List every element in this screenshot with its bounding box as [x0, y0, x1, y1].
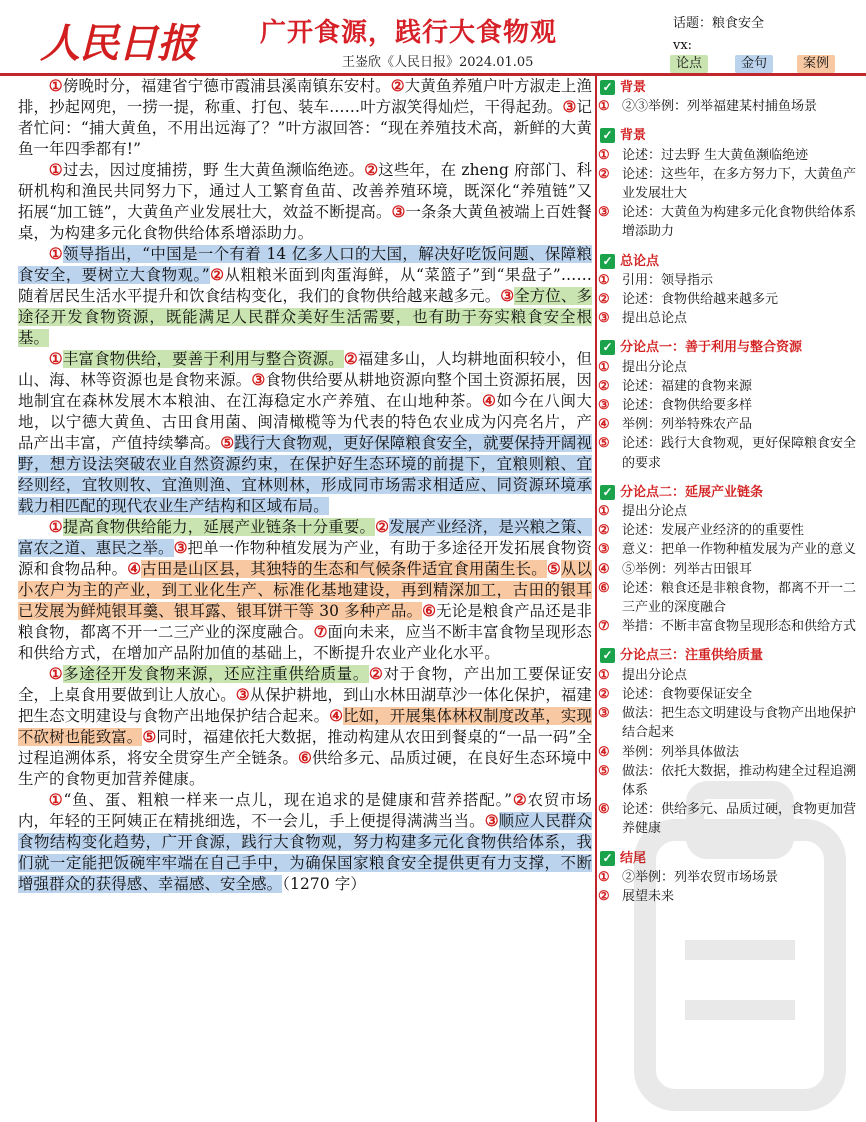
note-item — [598, 685, 860, 704]
note-number: ① — [598, 147, 610, 163]
column-divider — [595, 76, 597, 1122]
note-text: 引用：领导指示 — [622, 272, 714, 288]
page-header — [0, 0, 866, 78]
note-item — [598, 666, 860, 685]
sentence-number: ② — [209, 266, 225, 284]
sentence-number: ② — [390, 77, 405, 95]
note-item — [598, 271, 860, 290]
note-item — [598, 434, 860, 472]
article-paragraph — [18, 664, 592, 790]
sentence: “鱼、蛋、粗粮一样来一点儿，现在追求的是健康和营养搭配。” — [63, 791, 513, 809]
note-number: ⑤ — [598, 763, 610, 779]
checkmark-icon: ✓ — [600, 485, 615, 500]
note-number: ③ — [598, 706, 610, 722]
note-number: ① — [598, 359, 610, 375]
checkmark-icon: ✓ — [600, 254, 615, 269]
article-paragraph — [18, 76, 592, 160]
note-number: ① — [598, 869, 610, 885]
sentence-number: ① — [48, 245, 64, 263]
note-text: 论述：供给多元、品质过硬，食物更加营养健康 — [622, 802, 857, 837]
golden-quote-sentence: 发展产业经济，是兴粮之策、富农之道、惠民之举。 — [18, 518, 592, 557]
case-sentence: 从以小农户为主的产业，到工业化生产、标准化基地建设，再到精深加工，古田的银耳已发展为鲜炖银耳羹、银耳露、银耳饼干等 30 多种产品。 — [18, 560, 592, 620]
note-text: 提出分论点 — [622, 504, 688, 520]
sentence: 福建多山，人均耕地面积较小，但山、海、林等资源也是食物来源。 — [18, 350, 593, 389]
note-item — [598, 415, 860, 434]
sentence-number: ① — [48, 77, 63, 95]
note-text: 做法：依托大数据，推动构建全过程追溯体系 — [622, 763, 857, 798]
checkmark-icon: ✓ — [600, 80, 615, 95]
note-section — [598, 483, 860, 637]
sentence-number: ⑤ — [546, 560, 561, 578]
sentence-number: ② — [364, 161, 379, 179]
sentence-number: ② — [343, 350, 358, 368]
note-item — [598, 704, 860, 742]
sentence-number: ② — [375, 518, 390, 536]
note-text: 举例：列举具体做法 — [622, 744, 740, 760]
page-title: 广开食源，践行大食物观 — [260, 18, 558, 48]
note-section-header — [598, 252, 860, 271]
sentence: 记者忙问：“捕大黄鱼，不用出远海了？”叶方淑回答：“现在养殖技术高，新鲜的大黄鱼一年四季都有!” — [18, 98, 592, 158]
note-section-title: 结尾 — [620, 850, 647, 866]
sentence-number: ① — [48, 791, 64, 809]
note-text: 论述：食物要保证安全 — [622, 686, 753, 702]
note-number: ③ — [598, 542, 610, 558]
note-number: ① — [598, 667, 610, 683]
note-item — [598, 290, 860, 309]
newspaper-logo: 人民日报 — [40, 20, 196, 67]
note-item — [598, 521, 860, 540]
sentence-number: ④ — [127, 560, 142, 578]
note-section-header — [598, 126, 860, 145]
note-text: 论述：大黄鱼为构建多元化食物供给体系增添助力 — [622, 205, 857, 240]
note-section-title: 总论点 — [620, 253, 660, 269]
sentence: 傍晚时分，福建省宁德市霞浦县溪南镇东安村。 — [62, 77, 391, 95]
note-section-title: 分论点二：延展产业链条 — [620, 484, 764, 500]
checkmark-icon: ✓ — [600, 128, 615, 143]
note-section — [598, 252, 860, 329]
watermark-graphic — [615, 770, 865, 1122]
note-number: ⑤ — [598, 436, 610, 452]
note-text: 论述：发展产业经济的的重要性 — [622, 523, 805, 539]
golden-quote-sentence: 顺应人民群众食物结构变化趋势，广开食源，践行大食物观，努力构建多元化食物供给体系，我们就一定能把饭碗牢牢端在自己手中，为确保国家粮食安全提供更有力支撑，不断增强群众的获得感、幸福感、安全感。 — [18, 812, 592, 893]
note-item — [598, 146, 860, 165]
note-item — [598, 540, 860, 559]
sentence-number: ③ — [251, 371, 266, 389]
note-text: 论述：福建的食物来源 — [622, 378, 753, 394]
legend-golden-quote: 金句 — [735, 55, 773, 73]
note-number: ④ — [598, 561, 610, 577]
sentence: 过去，因过度捕捞，野 生大黄鱼濒临绝迹。 — [62, 161, 365, 179]
sentence: 对于食物，产出加工要保证安全，上桌食用要做到让人放心。 — [18, 665, 593, 704]
sentence: 同时，福建依托大数据，推动构建从农田到餐桌的“一品一码”全过程追溯体系，将安全贯穿生产全链条。 — [18, 728, 592, 767]
vx-label: vx: — [673, 38, 693, 53]
note-number: ③ — [598, 398, 610, 414]
sentence-number: ① — [48, 350, 63, 368]
sentence: 农贸市场内，年轻的王阿姨正在精挑细选，不一会儿，手上便提得满满当当。 — [18, 791, 593, 830]
note-text: 意义：把单一作物种植发展为产业的意义 — [622, 542, 857, 558]
sentence-number: ③ — [562, 98, 577, 116]
sentence: 一条条大黄鱼被端上百姓餐桌，为构建多元化食物供给体系增添助力。 — [18, 203, 592, 242]
note-text: 论述：过去野 生大黄鱼濒临绝迹 — [622, 147, 809, 163]
checkmark-icon: ✓ — [600, 340, 615, 355]
sentence: 食物供给要从耕地资源向整个国土资源拓展，因地制宜在森林发展木本粮油、在江海稳定水产养殖、在山地种茶。 — [18, 371, 592, 410]
note-text: 提出分论点 — [622, 667, 688, 683]
note-section-header — [598, 483, 860, 502]
note-text: 做法：把生态文明建设与食物产出地保护结合起来 — [622, 706, 857, 741]
topic-label: 话题：粮食安全 — [673, 16, 765, 31]
note-item — [598, 617, 860, 636]
article-paragraph — [18, 160, 592, 244]
sentence-number: ⑦ — [313, 623, 328, 641]
note-text: 提出总论点 — [622, 311, 688, 327]
note-item — [598, 579, 860, 617]
sentence-number: ⑤ — [142, 728, 157, 746]
sentence-number: ③ — [484, 812, 499, 830]
note-item — [598, 396, 860, 415]
note-item — [598, 358, 860, 377]
note-number: ⑥ — [598, 802, 610, 818]
note-section-header — [598, 646, 860, 665]
golden-quote-sentence: 领导指出，“中国是一个有着 14 亿多人口的大国，解决好吃饭问题、保障粮食安全，要树立大食物观。” — [18, 245, 592, 284]
checkmark-icon: ✓ — [600, 851, 615, 866]
sentence-number: ④ — [482, 392, 497, 410]
legend-case: 案例 — [797, 55, 835, 73]
article-paragraph — [18, 244, 592, 349]
sentence-number: ② — [512, 791, 528, 809]
note-section — [598, 338, 860, 472]
note-text: 举措：不断丰富食物呈现形态和供给方式 — [622, 619, 857, 635]
checkmark-icon: ✓ — [600, 648, 615, 663]
sentence-number: ④ — [329, 707, 344, 725]
note-text: 提出分论点 — [622, 359, 688, 375]
note-number: ② — [598, 523, 610, 539]
argument-sentence: 丰富食物供给，要善于利用与整合资源。 — [62, 350, 344, 368]
argument-sentence: 多途径开发食物来源，还应注重供给质量。 — [63, 665, 369, 683]
note-text: ②举例：列举农贸市场场景 — [622, 869, 779, 885]
article-body — [18, 76, 592, 895]
sentence-number: ③ — [235, 686, 250, 704]
sentence: 从保护耕地，到山水林田湖草沙一体化保护，福建把生态文明建设与食物产出地保护结合起来。 — [18, 686, 592, 725]
legend-argument: 论点 — [670, 55, 708, 73]
note-text: 展望未来 — [622, 888, 675, 904]
note-item — [598, 97, 860, 116]
note-number: ⑥ — [598, 580, 610, 596]
case-sentence: 比如，开展集体林权制度改革，实现不砍树也能致富。 — [18, 707, 592, 746]
sentence-number: ⑤ — [220, 434, 235, 452]
sentence: （1270 字） — [282, 875, 366, 893]
note-text: ②③举例：列举福建某村捕鱼场景 — [622, 99, 818, 115]
sentence-number: ⑥ — [422, 602, 437, 620]
note-number: ② — [598, 888, 610, 904]
note-number: ① — [598, 272, 610, 288]
sentence: 从粗粮米面到肉蛋海鲜，从“菜篮子”到“果盘子”……随着居民生活水平提升和饮食结构变化，我们的食物供给越来越多元。 — [18, 266, 592, 305]
note-text: 论述：这些年，在多方努力下，大黄鱼产业发展壮大 — [622, 166, 857, 202]
sentence: 供给多元、品质过硬，在良好生态环境中生产的食物更加营养健康。 — [18, 749, 593, 788]
argument-sentence: 提高食物供给能力，延展产业链条十分重要。 — [62, 518, 376, 536]
sentence: 把单一作物种植发展为产业，有助于多途径开发拓展食物资源和食物品种。 — [18, 539, 592, 578]
note-item — [598, 502, 860, 521]
note-number: ④ — [598, 417, 610, 433]
note-number: ④ — [598, 744, 610, 760]
note-item — [598, 743, 860, 762]
note-text: 论述：食物供给越来越多元 — [622, 292, 779, 308]
note-text: 举例：列举特殊农产品 — [622, 417, 753, 433]
case-sentence: 古田是山区县，其独特的生态和气候条件适宜食用菌生长。 — [141, 560, 547, 578]
sentence-number: ③ — [173, 539, 188, 557]
note-number: ① — [598, 99, 610, 115]
note-text: 论述：粮食还是非粮食物，都离不开一二三产业的深度融合 — [622, 580, 857, 616]
note-number: ⑦ — [598, 619, 610, 635]
article-paragraph — [18, 790, 592, 895]
sentence: 面向未来，应当不断丰富食物呈现形态和供给方式，在增加产品附加值的基础上，不断提升农业产业化水平。 — [18, 623, 592, 662]
argument-sentence: 全方位、多途径开发食物资源，既能满足人民群众美好生活需要，也有助于夯实粮食安全根基。 — [18, 287, 592, 347]
note-section-title: 分论点三：注重供给质量 — [620, 648, 764, 664]
note-section-title: 分论点一：善于利用与整合资源 — [620, 340, 803, 356]
note-section-header — [598, 338, 860, 357]
note-section — [598, 126, 860, 241]
note-number: ② — [598, 292, 610, 308]
note-item — [598, 165, 860, 203]
note-item — [598, 309, 860, 328]
note-text: 论述：食物供给要多样 — [622, 398, 753, 414]
sentence-number: ③ — [500, 287, 515, 305]
golden-quote-sentence: 践行大食物观，更好保障粮食安全，就要保持开阔视野，想方设法突破农业自然资源约束，在保护好生态环境的前提下，宜粮则粮、宜经则经，宜牧则牧、宜渔则渔、宜林则林，形成同市场需求相适应、同资源环境承载力相匹配的现代农业生产结构和区域布局。 — [18, 434, 593, 515]
note-item — [598, 560, 860, 579]
sentence-number: ⑥ — [298, 749, 312, 767]
note-number: ③ — [598, 205, 610, 221]
note-number: ② — [598, 378, 610, 394]
sentence: 如今在八闽大地，以宁德大黄鱼、古田食用菌、闽清橄榄等为代表的特色农业成为闪亮名片，产品产出丰富，产值持续攀高。 — [18, 392, 592, 452]
sentence-number: ③ — [391, 203, 406, 221]
article-paragraph — [18, 349, 592, 517]
note-section — [598, 78, 860, 116]
note-number: ② — [598, 686, 610, 702]
note-number: ② — [598, 166, 610, 182]
note-text: ⑤举例：列举古田银耳 — [622, 561, 753, 577]
note-item — [598, 377, 860, 396]
note-section-title: 背景 — [620, 80, 647, 95]
note-number: ③ — [598, 311, 610, 327]
note-number: ① — [598, 504, 610, 520]
article-paragraph — [18, 517, 592, 664]
sentence: 无论是粮食产品还是非粮食物，都离不开一二三产业的深度融合。 — [18, 602, 592, 641]
sentence: 这些年，在 zheng 府部门、科研机构和渔民共同努力下，通过人工繁育鱼苗、改善养殖环境，既深化“养殖链”又拓展“加工链”，大黄鱼产业发展壮大，效益不断提高。 — [18, 161, 593, 221]
note-text: 论述：践行大食物观，更好保障粮食安全的要求 — [622, 436, 857, 471]
sentence-number: ② — [368, 665, 384, 683]
sentence: 大黄鱼养殖户叶方淑走上渔排，抄起网兜，一捞一提，称重、打包、装车……叶方淑笑得灿烂，干得起劲。 — [18, 77, 592, 116]
sentence-number: ① — [48, 161, 63, 179]
note-section-header — [598, 78, 860, 97]
sentence-number: ① — [48, 518, 63, 536]
sentence-number: ① — [48, 665, 64, 683]
note-section-title: 背景 — [620, 128, 647, 144]
byline: 王崟欣《人民日报》2024.01.05 — [342, 55, 534, 70]
note-item — [598, 203, 860, 241]
